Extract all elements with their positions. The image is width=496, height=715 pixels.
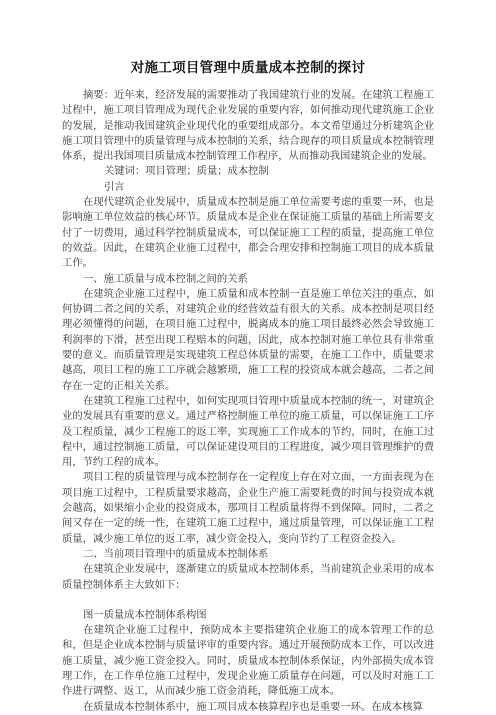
keywords-line: 关键词：项目管理；质量；成本控制 [104,165,269,178]
abstract-paragraph: 摘要：近年来，经济发展的需要推动了我国建筑行业的发展。在建筑工程施工过程中，施工项目管理成为现代企业发展的重要内容，如何推动现代建筑施工企业的发展，是推动我国建筑企业现代化的重要组成部分。本文希望通过分析建筑企业施工项目管理中的质量管理与成本控制的关系，结合现存的项目质量成本控制管理体系，提出我国项目质量成本控制管理工作程序，从而推动我国建筑企业的发展。 [62,89,434,163]
figure-placeholder-gap [62,593,434,608]
body-paragraph: 在现代建筑企业发展中，质量成本控制是施工单位需要考虑的重要一环，也是影响施工单位效益的核心环节。质量成本是企业在保证施工质量的基础上所需要支付了一切费用，通过科学控制质量成本，可以保证施工工程的质量，提高施工单位的效益。因此，在建筑企业施工过程中，都会合理安排和控制施工项目的成本质量工作。 [62,196,434,270]
body-paragraph: 在建筑企业施工过程中，施工质量和成本控制一直是施工单位关注的重点，如何协调二者之间的关系，对建筑企业的经营效益有很大的关系。成本控制是项目经理必须懂得的问题，在项目施工过程中，脱离成本的施工项目最终必然会导致施工利润率的下滑，甚至出现工程赔本的问题，因此，成本控制对施工单位具有非常重要的意义。而质量管理是实现建筑工程总体质量的需要，在施工工作中，质量要求越高，项目工程的施工工序就会越繁琐，施工工程的投资成本就会越高，二者之间存在一定的正相关关系。 [62,287,434,392]
section-heading-introduction: 引言 [104,180,125,193]
body-paragraph: 项目工程的质量管理与成本控制存在一定程度上存在对立面，一方面表现为在项目施工过程中，工程质量要求越高，企业生产施工需要耗费的时间与投资成本就会越高，如果缩小企业的投资成本，那项目工程质量将得不到保障。同时，二者之间又存在一定的统一性，在建筑工施工过程中，通过质量管理，可以保证施工工程质量，减少施工单位的返工率，减少资金投入，变向节约了工程资金投入。 [62,471,434,545]
section-heading-1: 一、施工质量与成本控制之间的关系 [83,272,248,285]
body-paragraph: 在质量成本控制体系中，施工项目成本核算程序也是重要一环。在成本核算 [83,700,423,713]
body-paragraph: 在建筑企业施工过程中，预防成本主要指建筑企业施工的成本管理工作的总和，但是企业成本控制与质量评审的重要内容。通过开展预防成本工作，可以改进施工质量，减少施工资金投入。同时，质量成本控制体系保证，内外部损失成本管理工作，在工作单位施工过程中，发现企业施工质量存在问题，可以及时对施工工作进行调整、返工，从而减少施工资金消耗，降低施工成本。 [62,624,434,698]
document-title: 对施工项目管理中质量成本控制的探讨 [130,60,366,76]
document-body [62,88,434,715]
section-heading-2: 二、当前项目管理中的质量成本控制体系 [83,547,269,560]
body-paragraph: 在建筑工程施工过程中，如何实现项目管理中质量成本控制的统一，对建筑企业的发展具有重要的意义。通过严格控制施工单位的施工质量，可以保证施工工序及工程质量，减少工程施工的返工率，实现施工工作成本的节约，同时，在施工过程中，通过控制施工质量，可以保证建设项目的工程进度，减少项目管理维护的费用，节约工程的成本。 [62,394,434,469]
figure-caption: 图一质量成本控制体系构图 [83,608,207,621]
body-paragraph: 在建筑企业发展中，逐渐建立的质量成本控制体系，当前建筑企业采用的成本质量控制体系主大致如下： [62,563,434,591]
